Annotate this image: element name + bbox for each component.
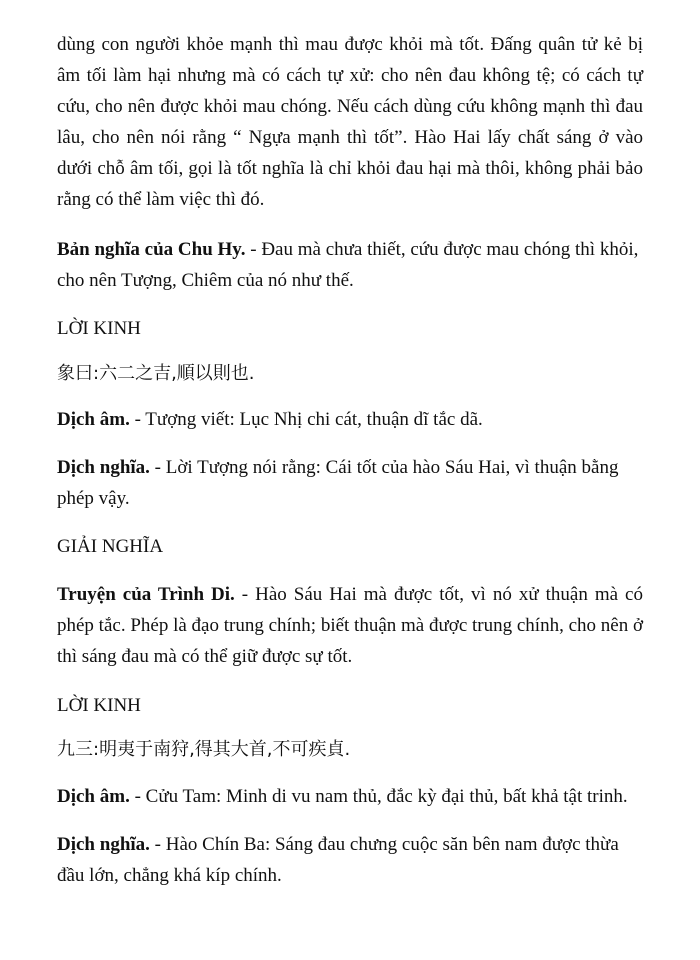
text-dich-am: - Tượng viết: Lục Nhị chi cát, thuận dĩ tắc dã. bbox=[129, 409, 483, 430]
text-dich-nghia: - Lời Tượng nói rằng: Cái tốt của hào Sáu Hai, vì thuận bằng phép vậy. bbox=[57, 457, 619, 509]
chinese-text: 象曰:六二之吉,順以則也. bbox=[57, 363, 255, 384]
chinese-text-2: 九三:明夷于南狩,得其大首,不可疾貞. bbox=[57, 739, 351, 760]
section-heading-giai-nghia: GIẢI NGHĨA bbox=[57, 536, 164, 557]
label-dich-am-2: Dịch âm. bbox=[57, 786, 130, 807]
text-ban-nghia: - Đau mà chưa thiết, cứu được mau chóng thì khỏi, cho nên Tượng, Chiêm của nó như thế. bbox=[57, 239, 639, 291]
paragraph-dich-nghia-2 bbox=[57, 829, 627, 891]
paragraph-commentary: dùng con người khỏe mạnh thì mau được khỏi mà tốt. Đấng quân tử kẻ bị âm tối làm hại nhưng mà có cách tự xử: cho nên đau không tệ; có cách tự cứu, cho nên được khỏi mau chóng. Nếu cách dùng cứu không mạnh thì đau lâu, cho nên nói rằng “ Ngựa mạnh thì tốt”. Hào Hai lấy chất sáng ở vào dưới chỗ âm tối, gọi là tốt nghĩa là chỉ khỏi đau hại mà thôi, không phải bảo rằng có thể làm việc thì đó. bbox=[57, 34, 643, 210]
paragraph-dich-nghia bbox=[57, 452, 627, 514]
label-ban-nghia: Bản nghĩa của Chu Hy. bbox=[57, 239, 246, 260]
text-dich-nghia-2: - Hào Chín Ba: Sáng đau chưng cuộc săn bên nam được thừa đầu lớn, chẳng khá kíp chính. bbox=[57, 834, 619, 886]
label-dich-am: Dịch âm. bbox=[57, 409, 130, 430]
section-heading-loi-kinh-2: LỜI KINH bbox=[57, 695, 141, 716]
paragraph-dich-am bbox=[57, 404, 643, 435]
label-dich-nghia: Dịch nghĩa. bbox=[57, 457, 150, 478]
text-dich-am-2: - Cửu Tam: Minh di vu nam thủ, đắc kỳ đại thủ, bất khả tật trinh. bbox=[129, 786, 628, 807]
text-truyen: - Hào Sáu Hai mà được tốt, vì nó xử thuận mà có phép tắc. Phép là đạo trung chính; biết thuận mà được trung chính, cho nên ở thì sáng đau mà có thể giữ được sự tốt. bbox=[57, 584, 643, 667]
paragraph-truyen bbox=[57, 579, 643, 672]
section-heading-loi-kinh: LỜI KINH bbox=[57, 318, 141, 339]
paragraph-dich-am-2 bbox=[57, 781, 657, 812]
paragraph-ban-nghia bbox=[57, 234, 643, 296]
label-dich-nghia-2: Dịch nghĩa. bbox=[57, 834, 150, 855]
label-truyen: Truyện của Trình Di. bbox=[57, 584, 235, 605]
